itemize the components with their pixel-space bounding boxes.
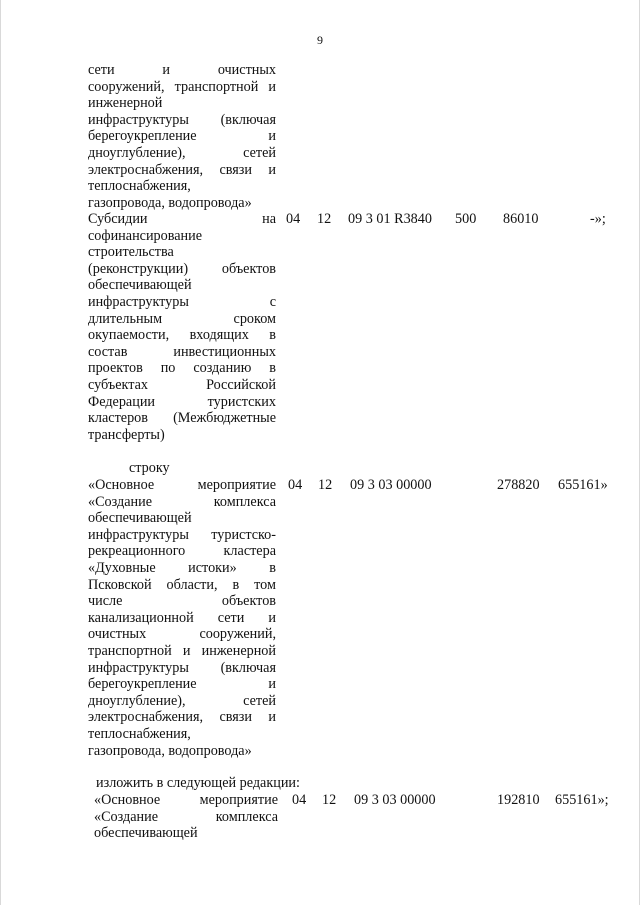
instruction-new-edition: изложить в следующей редакции: — [96, 775, 300, 791]
text-line: инфраструктуры с — [88, 293, 276, 310]
text-line: инженерной — [88, 95, 163, 112]
text-line: обеспечивающей — [88, 277, 192, 294]
text-line: сооружений, транспортной и — [88, 78, 276, 95]
text-line: «Духовные истоки» в — [88, 559, 276, 576]
row1-amount: 86010 — [503, 211, 539, 227]
row2-amount-2: 655161» — [558, 477, 608, 493]
row2-target-article: 09 3 03 00000 — [350, 477, 432, 493]
row3-amount-2: 655161»; — [555, 792, 609, 808]
text-line: Псковской области, в том — [88, 576, 276, 593]
row2-amount: 278820 — [497, 477, 540, 493]
text-line: «Основное мероприятие — [94, 792, 278, 808]
text-line: кластеров (Межбюджетные — [88, 410, 276, 427]
text-line: проектов по созданию в — [88, 360, 276, 377]
row1-expense-type: 500 — [455, 211, 477, 227]
row2-section-code: 04 — [288, 477, 303, 493]
text-line: Субсидии на — [88, 211, 276, 227]
row1-description — [88, 211, 276, 443]
row1-amount-2: -»; — [590, 211, 606, 227]
page-number: 9 — [317, 33, 323, 47]
row2-description — [88, 477, 276, 759]
text-line: «Создание комплекса — [94, 808, 278, 825]
text-line: инфраструктуры (включая — [88, 111, 276, 128]
row3-amount: 192810 — [497, 792, 540, 808]
text-line: трансферты) — [88, 426, 165, 443]
text-line: сети и очистных — [88, 62, 276, 78]
row2-subsection-code: 12 — [318, 477, 333, 493]
instruction-row: строку — [129, 460, 170, 476]
text-line: транспортной и инженерной — [88, 642, 276, 659]
text-line: берегоукрепление и — [88, 128, 276, 145]
text-line: рекреационного кластера — [88, 543, 276, 560]
text-line: электроснабжения, связи и — [88, 161, 276, 178]
text-line: дноуглубление), сетей — [88, 692, 276, 709]
text-line: длительным сроком — [88, 310, 276, 327]
text-line: окупаемости, входящих в — [88, 327, 276, 344]
row1-target-article: 09 3 01 R3840 — [348, 211, 432, 227]
text-line: строительства — [88, 244, 174, 261]
row3-section-code: 04 — [292, 792, 307, 808]
text-line: субъектах Российской — [88, 376, 276, 393]
text-line: «Основное мероприятие — [88, 477, 276, 493]
text-line: обеспечивающей — [94, 825, 198, 842]
text-line: софинансирование — [88, 227, 203, 244]
row1-subsection-code: 12 — [317, 211, 332, 227]
text-line: газопровода, водопровода» — [88, 742, 252, 759]
text-line: обеспечивающей — [88, 510, 192, 527]
text-line: «Создание комплекса — [88, 493, 276, 510]
text-line: канализационной сети и — [88, 609, 276, 626]
text-line: электроснабжения, связи и — [88, 709, 276, 726]
text-line: инфраструктуры (включая — [88, 659, 276, 676]
row3-target-article: 09 3 03 00000 — [354, 792, 436, 808]
text-line: дноуглубление), сетей — [88, 144, 276, 161]
text-line: теплоснабжения, — [88, 725, 191, 742]
row3-subsection-code: 12 — [322, 792, 337, 808]
left-scan-edge — [0, 0, 1, 905]
text-line: (реконструкции) объектов — [88, 260, 276, 277]
text-line: числе объектов — [88, 593, 276, 610]
text-line: газопровода, водопровода» — [88, 194, 252, 211]
text-line: Федерации туристских — [88, 393, 276, 410]
text-line: теплоснабжения, — [88, 178, 191, 195]
row3-description — [94, 792, 278, 842]
text-line: берегоукрепление и — [88, 676, 276, 693]
continuation-description — [88, 62, 276, 211]
text-line: инфраструктуры туристско- — [88, 526, 276, 543]
text-line: очистных сооружений, — [88, 626, 276, 643]
text-line: состав инвестиционных — [88, 343, 276, 360]
row1-section-code: 04 — [286, 211, 301, 227]
